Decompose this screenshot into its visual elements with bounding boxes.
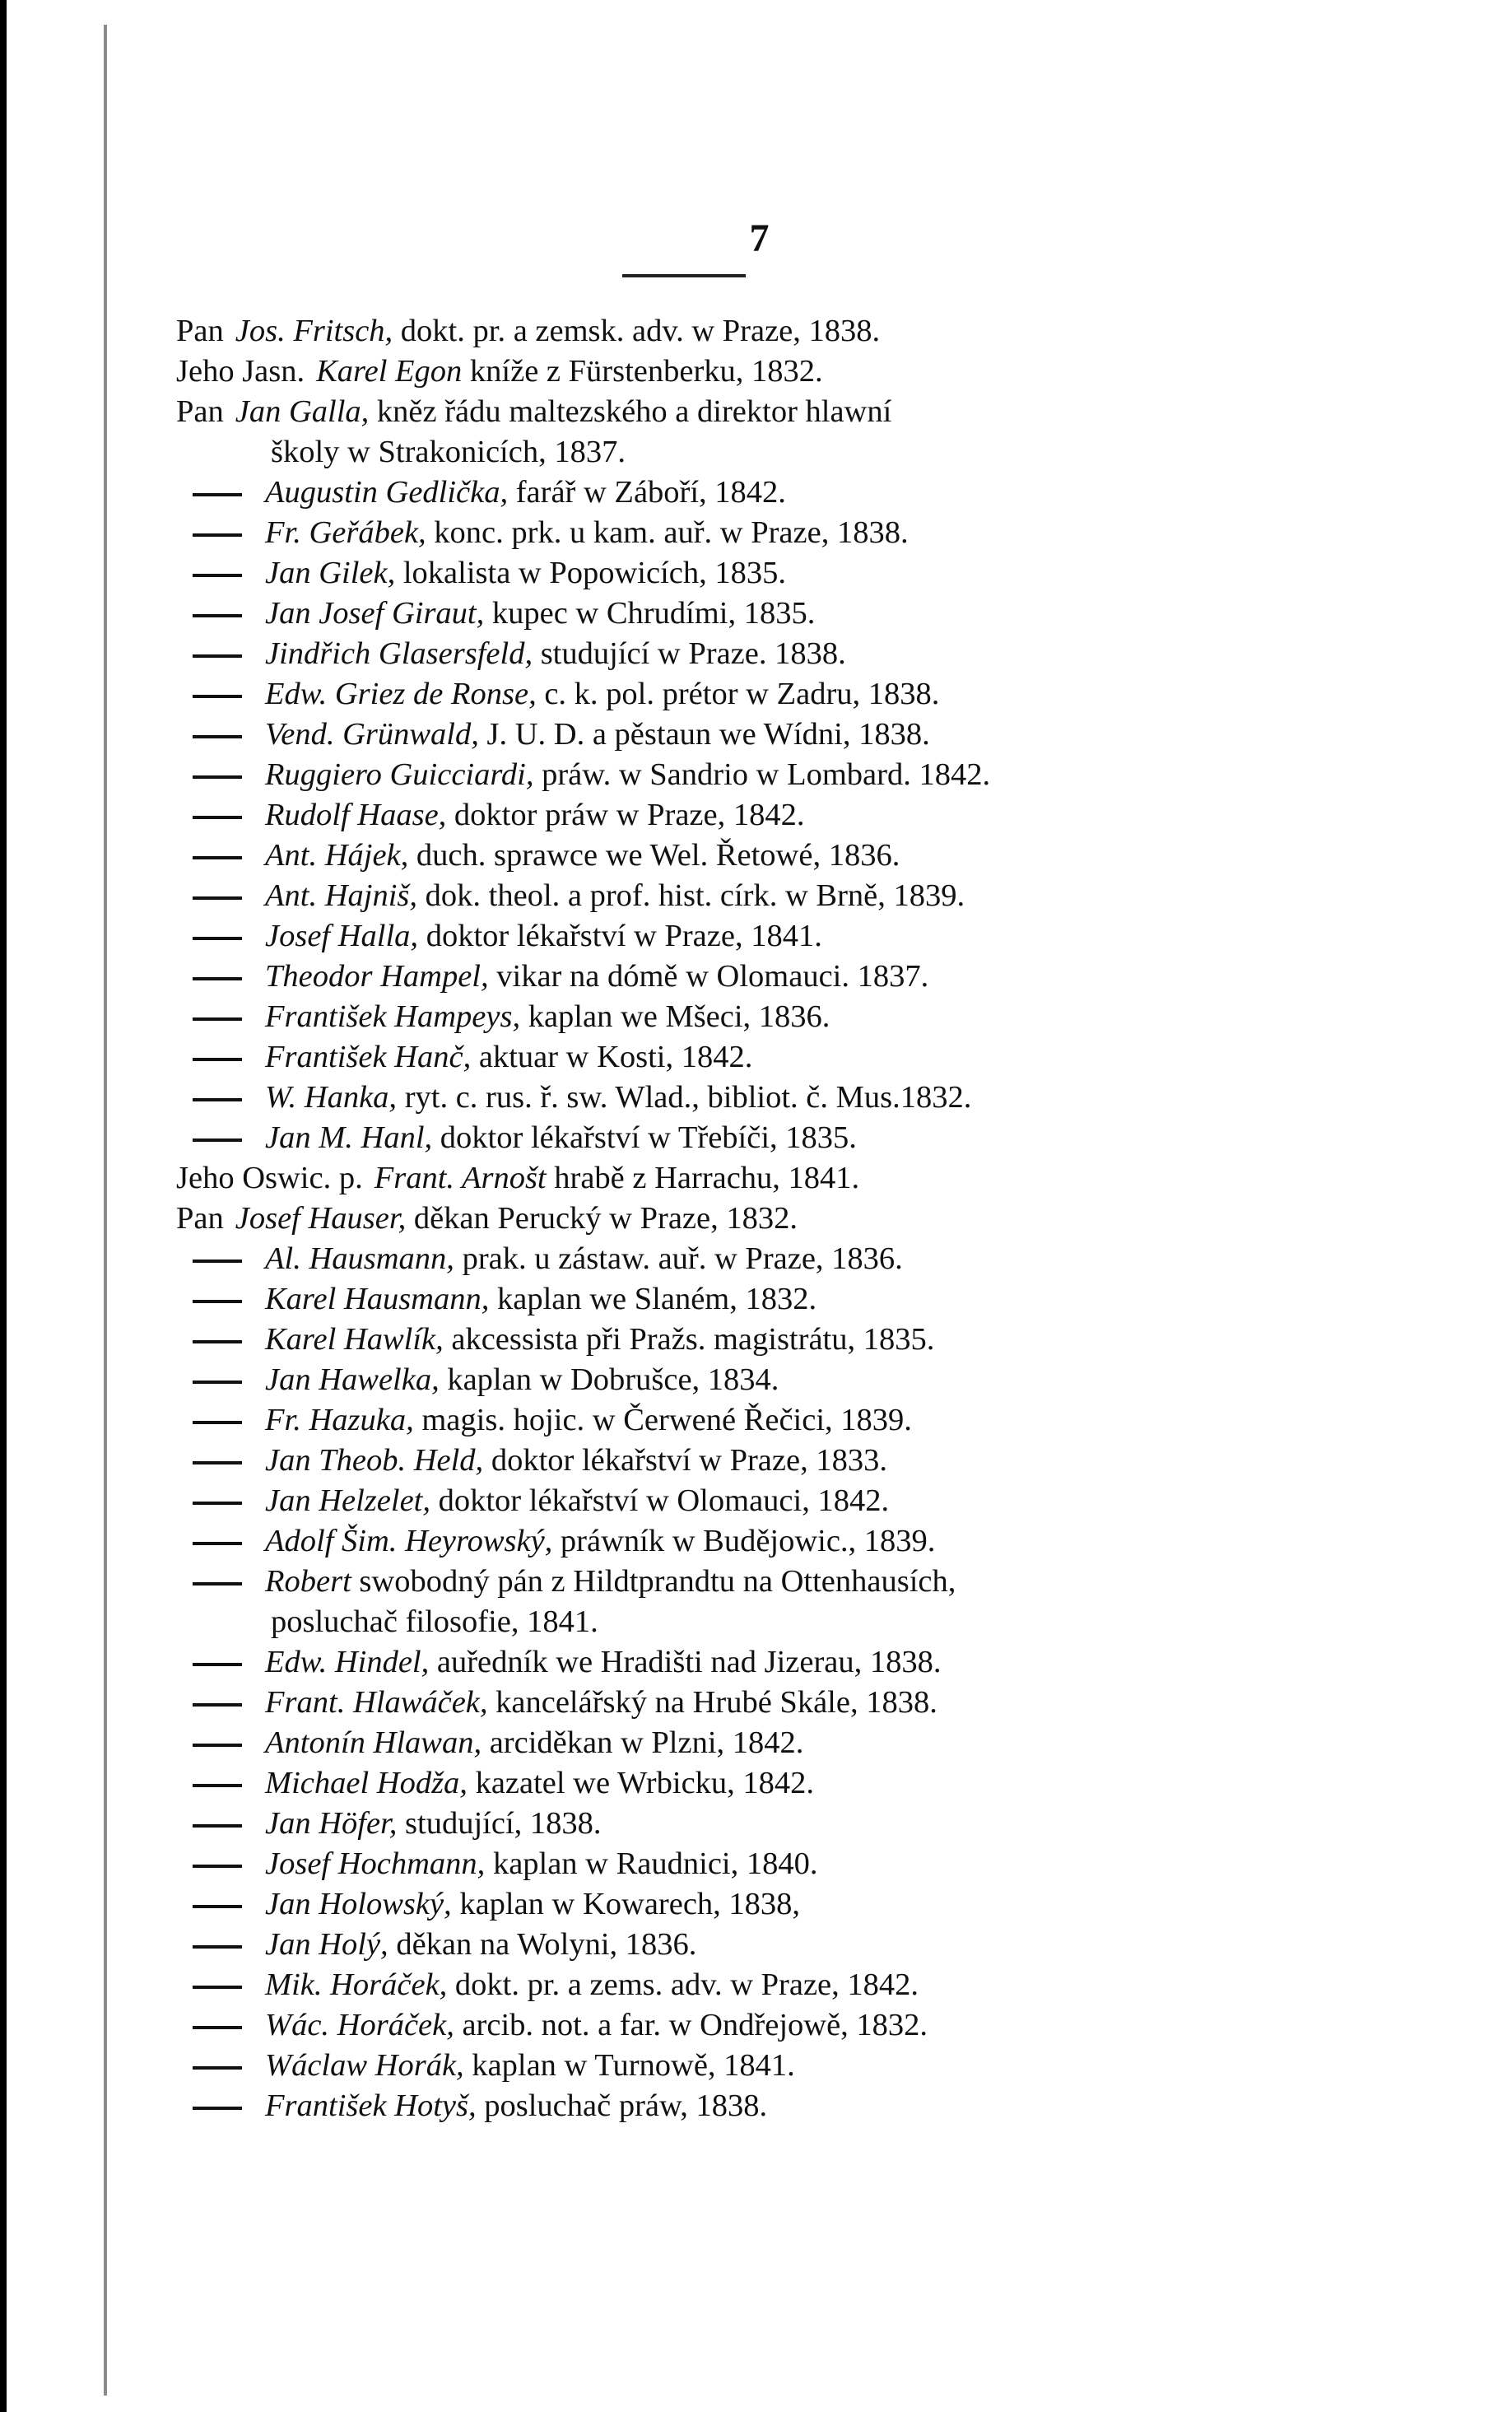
entry-description: práw. w Sandrio w Lombard. 1842. [533, 757, 991, 792]
list-entry [176, 674, 1378, 715]
entry-name: František Hotyš, [265, 2088, 477, 2123]
entry-description: lokalista w Popowicích, 1835. [395, 556, 787, 590]
dash-mark [193, 735, 242, 738]
ditto-dash [176, 1279, 265, 1320]
entry-description: kancelářský na Hrubé Skále, 1838. [487, 1685, 937, 1720]
entry-description: c. k. pol. prétor w Zadru, 1838. [536, 677, 940, 711]
entry-description: auředník we Hradišti nad Jizerau, 1838. [429, 1645, 942, 1679]
list-entry [176, 1279, 1378, 1320]
dash-mark [193, 493, 242, 496]
entry-description: dok. theol. a prof. hist. círk. w Brně, 1839. [417, 878, 965, 913]
ditto-dash [176, 715, 265, 755]
dash-mark [193, 1986, 242, 1989]
list-entry [176, 1723, 1378, 1763]
entry-name: Wác. Horáček, [265, 2008, 454, 2042]
dash-mark [193, 775, 242, 779]
entry-continuation: posluchač filosofie, 1841. [271, 1604, 598, 1639]
dash-mark [193, 1058, 242, 1061]
ditto-dash [176, 1360, 265, 1400]
dash-mark [193, 1502, 242, 1505]
entry-name: Theodor Hampel, [265, 959, 489, 994]
ditto-dash [176, 1965, 265, 2005]
dash-mark [193, 1542, 242, 1545]
entry-name: Jan Theob. Held, [265, 1443, 484, 1478]
entry-name: Vend. Grünwald, [265, 717, 479, 752]
entry-name: Frant. Hlawáček, [265, 1685, 488, 1720]
entry-name: Ant. Hajniš, [265, 878, 418, 913]
list-entry [176, 1199, 1378, 1239]
ditto-dash [176, 2086, 265, 2126]
page-number: 7 [749, 217, 770, 260]
entry-name: Fr. Geřábek, [265, 515, 426, 550]
dash-mark [193, 1784, 242, 1787]
entry-description: ryt. c. rus. ř. sw. Wlad., bibliot. č. Mus.1832. [397, 1080, 972, 1115]
dash-mark [193, 695, 242, 698]
entry-name: Jan Holý, [265, 1927, 388, 1962]
scan-margin-line [104, 25, 107, 2396]
ditto-dash [176, 1441, 265, 1481]
ditto-dash [176, 1481, 265, 1521]
entry-name: Jos. Fritsch, [235, 314, 393, 348]
entry-name: Jan Gilek, [265, 556, 396, 590]
ditto-dash [176, 755, 265, 795]
ditto-dash [176, 473, 265, 513]
entry-description: práwník w Budějowic., 1839. [552, 1524, 936, 1558]
entry-description: studující w Praze. 1838. [533, 636, 846, 671]
entry-description: akcessista při Pražs. magistrátu, 1835. [443, 1322, 935, 1357]
ditto-dash [176, 1521, 265, 1562]
entry-name: Edw. Griez de Ronse, [265, 677, 537, 711]
list-entry [176, 311, 1378, 352]
entry-description: kupec w Chrudími, 1835. [484, 596, 816, 631]
ditto-dash [176, 1884, 265, 1925]
list-entry [176, 634, 1378, 674]
entry-name: Antonín Hlawan, [265, 1725, 482, 1760]
entry-title: Jeho Jasn. [176, 354, 305, 389]
entry-name: Frant. Arnošt [374, 1161, 547, 1195]
list-entry [176, 352, 1378, 392]
ditto-dash [176, 1723, 265, 1763]
list-entry [176, 755, 1378, 795]
entry-description: arciděkan w Plzni, 1842. [482, 1725, 804, 1760]
list-entry [176, 957, 1378, 997]
entry-name: Jan Galla, [235, 394, 370, 429]
entry-description: kaplan w Kowarech, 1838, [451, 1887, 801, 1921]
entry-name: Jan Holowský, [265, 1887, 452, 1921]
entry-description: kaplan w Turnowě, 1841. [463, 2048, 795, 2083]
dash-mark [193, 1703, 242, 1707]
entry-name: Fr. Hazuka, [265, 1403, 414, 1437]
list-entry [176, 1562, 1378, 1602]
ditto-dash [176, 594, 265, 634]
dash-mark [193, 977, 242, 980]
entry-name: Adolf Šim. Heyrowský, [265, 1524, 553, 1558]
entry-description: kaplan we Mšeci, 1836. [520, 999, 830, 1034]
entry-title: Pan [176, 394, 224, 429]
ditto-dash [176, 1239, 265, 1279]
list-entry [176, 1441, 1378, 1481]
list-entry [176, 1481, 1378, 1521]
ditto-dash [176, 1642, 265, 1683]
ditto-dash [176, 876, 265, 916]
dash-mark [193, 1744, 242, 1747]
list-entry [176, 1360, 1378, 1400]
entry-description: doktor lékařství w Praze, 1841. [418, 919, 822, 953]
dash-mark [193, 1582, 242, 1585]
entry-name: Mik. Horáček, [265, 1967, 448, 2002]
dash-mark [193, 1905, 242, 1908]
list-entry [176, 1521, 1378, 1562]
list-entry [176, 1844, 1378, 1884]
ditto-dash [176, 634, 265, 674]
entry-description: kaplan w Dobrušce, 1834. [439, 1362, 779, 1397]
entry-description: děkan na Wolyni, 1836. [388, 1927, 697, 1962]
list-entry [176, 1965, 1378, 2005]
header-rule [622, 274, 746, 277]
entry-description: vikar na dómě w Olomauci. 1837. [488, 959, 929, 994]
entry-description: kníže z Fürstenberku, 1832. [462, 354, 823, 389]
list-entry [176, 1602, 1378, 1642]
dash-mark [193, 1945, 242, 1949]
ditto-dash [176, 1078, 265, 1118]
ditto-dash [176, 916, 265, 957]
list-entry [176, 513, 1378, 553]
entry-description: posluchač práw, 1838. [476, 2088, 768, 2123]
ditto-dash [176, 1683, 265, 1723]
dash-mark [193, 1098, 242, 1101]
entry-name: Michael Hodža, [265, 1766, 468, 1800]
entry-description: farář w Záboří, 1842. [508, 475, 786, 510]
dash-mark [193, 574, 242, 577]
entry-description: kaplan w Raudnici, 1840. [485, 1846, 818, 1881]
ditto-dash [176, 1320, 265, 1360]
list-entry [176, 1683, 1378, 1723]
dash-mark [193, 2066, 242, 2070]
entry-name: Jan Josef Giraut, [265, 596, 485, 631]
ditto-dash [176, 1118, 265, 1158]
dash-mark [193, 856, 242, 859]
entry-name: Jindřich Glasersfeld, [265, 636, 533, 671]
list-entry [176, 1925, 1378, 1965]
dash-mark [193, 816, 242, 819]
list-entry [176, 836, 1378, 876]
dash-mark [193, 1461, 242, 1464]
dash-mark [193, 1017, 242, 1021]
dash-mark [193, 654, 242, 658]
entry-name: František Hanč, [265, 1040, 472, 1074]
list-entry [176, 997, 1378, 1037]
list-entry [176, 432, 1378, 473]
entry-description: studující, 1838. [397, 1806, 602, 1841]
entry-description: děkan Perucký w Praze, 1832. [406, 1201, 798, 1236]
ditto-dash [176, 1925, 265, 1965]
dash-mark [193, 1260, 242, 1263]
entry-title: Pan [176, 1201, 224, 1236]
entry-description: konc. prk. u kam. auř. w Praze, 1838. [426, 515, 909, 550]
ditto-dash [176, 1844, 265, 1884]
entry-description: arcib. not. a far. w Ondřejowě, 1832. [454, 2008, 928, 2042]
entry-name: Jan M. Hanl, [265, 1120, 433, 1155]
entry-description: prak. u zástaw. auř. w Praze, 1836. [454, 1241, 903, 1276]
ditto-dash [176, 836, 265, 876]
ditto-dash [176, 1037, 265, 1078]
entry-description: dokt. pr. a zems. adv. w Praze, 1842. [447, 1967, 919, 2002]
entry-description: kazatel we Wrbicku, 1842. [467, 1766, 815, 1800]
member-list [176, 311, 1378, 2126]
entry-name: Jan Hawelka, [265, 1362, 440, 1397]
entry-name: W. Hanka, [265, 1080, 398, 1115]
entry-title: Pan [176, 314, 224, 348]
entry-name: Karel Hawlík, [265, 1322, 444, 1357]
ditto-dash [176, 997, 265, 1037]
entry-name: Josef Halla, [265, 919, 419, 953]
dash-mark [193, 896, 242, 900]
entry-description: doktor lékařství w Třebíči, 1835. [432, 1120, 857, 1155]
dash-mark [193, 1138, 242, 1142]
list-entry [176, 1078, 1378, 1118]
ditto-dash [176, 2046, 265, 2086]
dash-mark [193, 1421, 242, 1424]
entry-description: aktuar w Kosti, 1842. [471, 1040, 753, 1074]
dash-mark [193, 1381, 242, 1384]
dash-mark [193, 1300, 242, 1303]
book-page [7, 0, 1512, 2412]
entry-description: kaplan we Slaném, 1832. [489, 1282, 817, 1316]
dash-mark [193, 2026, 242, 2029]
list-entry [176, 715, 1378, 755]
entry-name: Al. Hausmann, [265, 1241, 454, 1276]
entry-name: Karel Hausmann, [265, 1282, 490, 1316]
entry-title: Jeho Oswic. p. [176, 1161, 363, 1195]
list-entry [176, 594, 1378, 634]
ditto-dash [176, 553, 265, 594]
list-entry [176, 2086, 1378, 2126]
list-entry [176, 1400, 1378, 1441]
entry-name: Karel Egon [316, 354, 463, 389]
entry-name: Robert [265, 1564, 351, 1599]
entry-name: Edw. Hindel, [265, 1645, 430, 1679]
ditto-dash [176, 513, 265, 553]
entry-description: doktor práw w Praze, 1842. [446, 798, 805, 832]
list-entry [176, 795, 1378, 836]
list-entry [176, 1118, 1378, 1158]
dash-mark [193, 1663, 242, 1666]
entry-name: Jan Helzelet, [265, 1483, 430, 1518]
entry-description: J. U. D. a pěstaun we Wídni, 1838. [478, 717, 930, 752]
list-entry [176, 1158, 1378, 1199]
ditto-dash [176, 1400, 265, 1441]
list-entry [176, 553, 1378, 594]
entry-name: Wáclaw Horák, [265, 2048, 464, 2083]
entry-name: František Hampeys, [265, 999, 521, 1034]
list-entry [176, 1884, 1378, 1925]
dash-mark [193, 1340, 242, 1343]
dash-mark [193, 1865, 242, 1868]
entry-description: hrabě z Harrachu, 1841. [546, 1161, 860, 1195]
ditto-dash [176, 1763, 265, 1804]
list-entry [176, 1642, 1378, 1683]
ditto-dash [176, 1562, 265, 1602]
ditto-dash [176, 1804, 265, 1844]
entry-name: Josef Hauser, [235, 1201, 407, 1236]
list-entry [176, 1037, 1378, 1078]
list-entry [176, 1239, 1378, 1279]
list-entry [176, 2046, 1378, 2086]
list-entry [176, 473, 1378, 513]
entry-description: kněz řádu maltezského a direktor hlawní [369, 394, 892, 429]
dash-mark [193, 614, 242, 617]
entry-name: Ant. Hájek, [265, 838, 409, 873]
dash-mark [193, 937, 242, 940]
dash-mark [193, 2107, 242, 2110]
entry-description: doktor lékařství w Olomauci, 1842. [430, 1483, 890, 1518]
ditto-dash [176, 795, 265, 836]
dash-mark [193, 533, 242, 537]
entry-description: swobodný pán z Hildtprandtu na Ottenhausích, [351, 1564, 956, 1599]
entry-name: Jan Höfer, [265, 1806, 398, 1841]
list-entry [176, 1804, 1378, 1844]
list-entry [176, 1320, 1378, 1360]
list-entry [176, 916, 1378, 957]
entry-name: Augustin Gedlička, [265, 475, 509, 510]
entry-continuation: školy w Strakonicích, 1837. [271, 435, 626, 469]
entry-description: duch. sprawce we Wel. Řetowé, 1836. [408, 838, 900, 873]
entry-description: doktor lékařství w Praze, 1833. [483, 1443, 887, 1478]
ditto-dash [176, 674, 265, 715]
ditto-dash [176, 2005, 265, 2046]
entry-description: dokt. pr. a zemsk. adv. w Praze, 1838. [393, 314, 881, 348]
entry-name: Rudolf Haase, [265, 798, 447, 832]
list-entry [176, 876, 1378, 916]
ditto-dash [176, 957, 265, 997]
list-entry [176, 1763, 1378, 1804]
entry-name: Ruggiero Guicciardi, [265, 757, 534, 792]
entry-description: magis. hojic. w Čerwené Řečici, 1839. [413, 1403, 912, 1437]
list-entry [176, 2005, 1378, 2046]
dash-mark [193, 1824, 242, 1828]
list-entry [176, 392, 1378, 432]
entry-name: Josef Hochmann, [265, 1846, 486, 1881]
